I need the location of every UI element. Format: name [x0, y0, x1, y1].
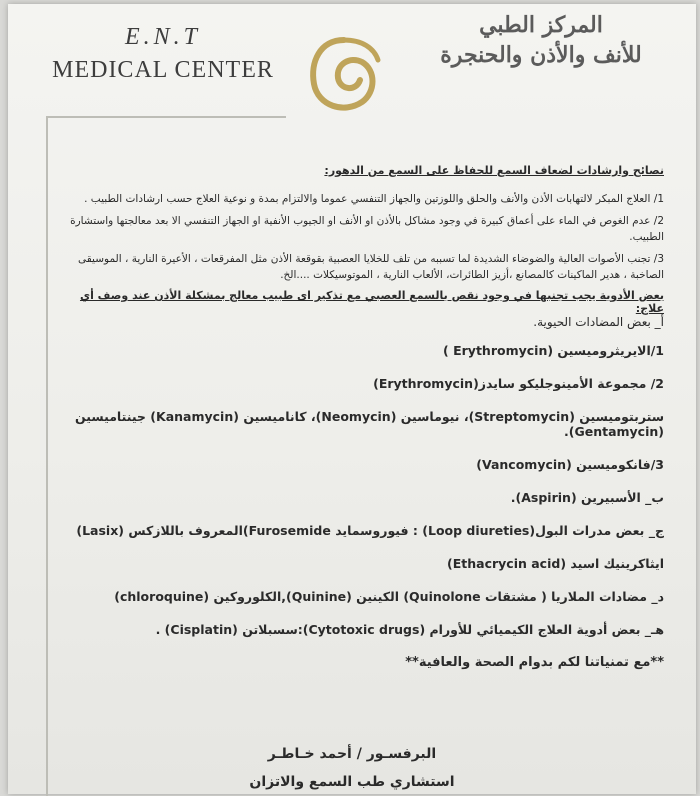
horizontal-rule — [46, 116, 286, 118]
signature-role: استشاري طب السمع والاتزان — [249, 774, 455, 790]
english-logo — [48, 24, 278, 84]
drug-erythromycin: 1/الايريثروميسين (Erythromycin ) — [443, 343, 664, 358]
center-emblem-icon — [304, 34, 384, 116]
antibiotics-heading: أ_ بعض المضادات الحيوية. — [533, 315, 664, 329]
drug-cytotoxic: هـ_ بعض أدوية العلاج الكيميائي للأورام (Cytotoxic drugs):سسبلاتن (Cisplatin) . — [155, 622, 664, 637]
signature-name: البرفسـور / أحمد خـاطـر — [267, 746, 437, 762]
drug-antimalarials: د_ مضادات الملاريا ( مشتقات Quinolone) الكينين (Quinine),الكلوروكين (chloroquine) — [114, 589, 664, 604]
drug-aminoglycosides: 2/ مجموعة الأمينوجليكو سايدز(Erythromycin) — [373, 376, 664, 391]
drug-loop-diuretics: ج_ بعض مدرات البول(Loop diureties) : فيوروسمايد Furosemide)المعروف باللازكس (Lasix) — [76, 523, 664, 538]
drug-aspirin: ب_ الأسبيرين (Aspirin). — [510, 490, 664, 505]
drug-vancomycin: 3/فانكوميسين (Vancomycin) — [476, 457, 664, 472]
logo-medical-center-text: MEDICAL CENTER — [52, 57, 274, 83]
drug-aminoglycoside-list: ستربتوميسين (Streptomycin)، نيوماسين (Neomycin)، كاناميسين (Kanamycin) جينتاميسين (Gentamycin). — [75, 409, 664, 439]
logo-arabic-line1: المركز الطبي — [479, 12, 603, 38]
document-body — [58, 164, 664, 670]
vertical-rule — [46, 116, 48, 796]
advice-1: 1/ العلاج المبكر لالتهابات الأذن والأنف والحلق واللوزتين والجهاز التنفسي عموما والالتزام بمدة و نوعية العلاج حسب ارشادات الطبيب . — [84, 193, 664, 205]
drugs-warning: بعض الأدوية يجب تجنبها في وجود نقص بالسمع العصبي مع تذكير اى طبيب معالج بمشكلة الأذن عند وصف أي علاج: — [79, 289, 664, 315]
document-title: نصائح وارشادات لضعاف السمع للحفاظ على السمع من الدهور: — [324, 164, 664, 177]
logo-arabic-line2: للأنف والأذن والحنجرة — [440, 42, 642, 68]
document-sheet — [8, 4, 696, 794]
logo-ent-text: E.N.T — [124, 24, 201, 50]
drug-ethacrynic-acid: ايثاكرينيك اسيد (Ethacrycin acid) — [447, 556, 664, 571]
arabic-logo — [426, 12, 656, 68]
closing-wish: **مع تمنياتنا لكم بدوام الصحة والعافية** — [405, 655, 664, 670]
advice-2: 2/ عدم الغوص في الماء على أعماق كبيرة في وجود مشاكل بالأذن او الأنف او الجيوب الأنفية او الجهاز التنفسي الا بعد معالجتها واستشارة الطبيب. — [70, 215, 664, 243]
advice-3: 3/ تجنب الأصوات العالية والضوضاء الشديدة لما تسببه من تلف للخلايا العصبية بقوقعة الأذن مثل المفرقعات ، الأعيرة النارية ، الموسيقى الصاخبة ، هدير الماكينات كالمصانع ،أزيز الطائرات، الألعاب النارية ، الموتوسيكلات ....الخ. — [77, 253, 664, 281]
